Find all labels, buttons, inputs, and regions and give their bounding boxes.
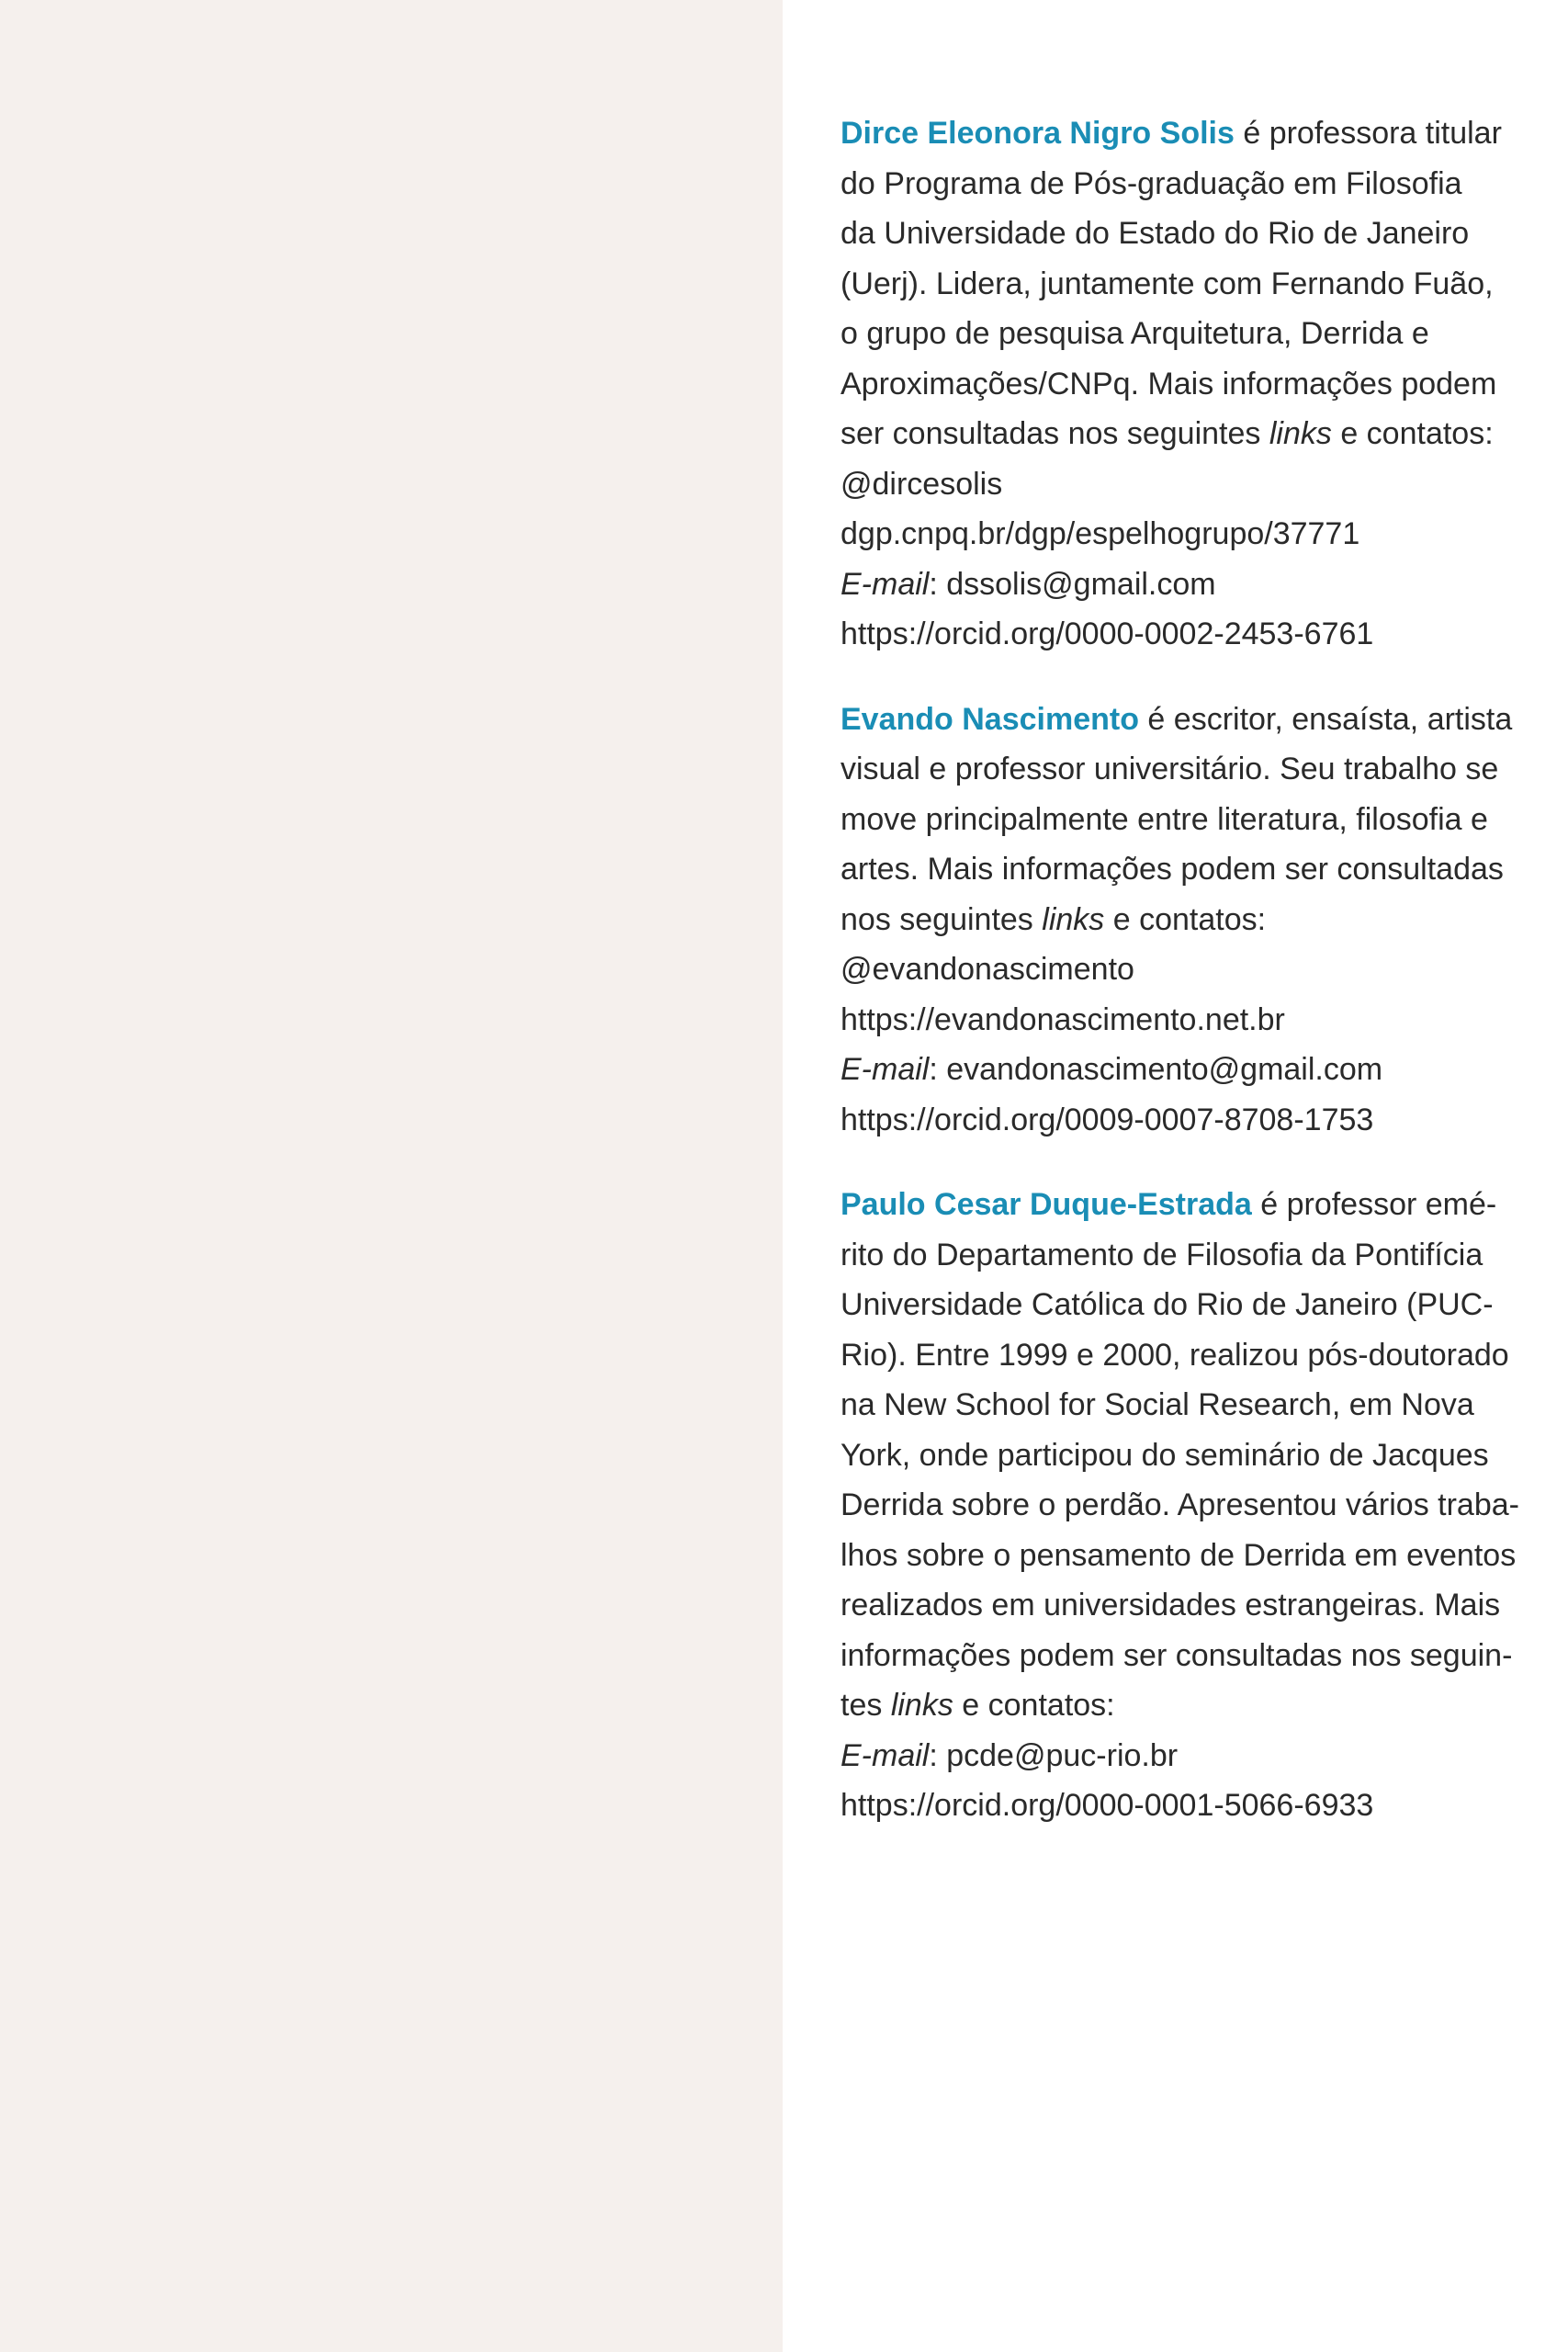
links-italic: links (890, 1688, 953, 1723)
bio-line: do Programa de Pós-graduação em Filosofia (840, 165, 1462, 201)
author-bios (840, 108, 1520, 1866)
research-group-link: dgp.cnpq.br/dgp/espelhogrupo/37771 (840, 516, 1360, 551)
bio-line: (Uerj). Lidera, juntamente com Fernando Fuão, (840, 266, 1494, 301)
links-italic: links (1042, 901, 1105, 937)
bio-line: rito do Departamento de Filosofia da Pontifícia (840, 1237, 1483, 1272)
bio-line: move principalmente entre literatura, filosofia e (840, 801, 1488, 837)
bio-line (840, 1680, 1520, 1731)
orcid-link: https://orcid.org/0009-0007-8708-1753 (840, 1102, 1374, 1137)
bio-text: ser consultadas nos seguintes (840, 416, 1269, 451)
bio-text: e contatos: (1331, 416, 1494, 451)
left-blank-panel (0, 0, 783, 2352)
bio-line (840, 695, 1520, 745)
author-name: Dirce Eleonora Nigro Solis (840, 116, 1235, 151)
orcid-link: https://orcid.org/0000-0001-5066-6933 (840, 1788, 1374, 1823)
bio-text: nos seguintes (840, 901, 1043, 937)
bio-line: o grupo de pesquisa Arquitetura, Derrida e (840, 316, 1429, 351)
bio-line (840, 409, 1520, 459)
instagram-handle: @evandonascimento (840, 952, 1134, 987)
bio-line: na New School for Social Research, em Nova (840, 1387, 1474, 1422)
bio-line (840, 108, 1520, 159)
bio-line: visual e professor universitário. Seu trabalho se (840, 752, 1499, 786)
orcid-link: https://orcid.org/0000-0002-2453-6761 (840, 616, 1374, 651)
author-name: Evando Nascimento (840, 701, 1139, 737)
email-line (840, 560, 1520, 610)
bio-line (840, 895, 1520, 945)
email-address: : pcde@puc-rio.br (929, 1737, 1179, 1773)
bio-evando-nascimento (840, 695, 1520, 1146)
bio-line: Derrida sobre o perdão. Apresentou vários traba- (840, 1487, 1519, 1522)
bio-line: York, onde participou do seminário de Jacques (840, 1437, 1489, 1473)
email-address: : evandonascimento@gmail.com (929, 1052, 1383, 1087)
bio-line: lhos sobre o pensamento de Derrida em eventos (840, 1537, 1517, 1573)
bio-line: Aproximações/CNPq. Mais informações podem (840, 366, 1497, 401)
email-line (840, 1045, 1520, 1095)
bio-text: é professora titular (1234, 116, 1502, 151)
bio-text: é escritor, ensaísta, artista (1138, 701, 1513, 737)
instagram-handle: @dircesolis (840, 466, 1003, 502)
bio-dirce-solis (840, 108, 1520, 660)
bio-line: realizados em universidades estrangeiras. Mais (840, 1588, 1501, 1623)
bio-line: artes. Mais informações podem ser consultadas (840, 852, 1504, 887)
bio-line: Rio). Entre 1999 e 2000, realizou pós-doutorado (840, 1337, 1509, 1373)
email-label: E-mail (840, 1052, 930, 1087)
bio-text: tes (840, 1688, 891, 1723)
bio-line (840, 1180, 1520, 1230)
website-link: https://evandonascimento.net.br (840, 1001, 1285, 1037)
bio-text: é professor emé- (1251, 1187, 1497, 1222)
bio-line: da Universidade do Estado do Rio de Janeiro (840, 216, 1470, 251)
email-line (840, 1731, 1520, 1781)
bio-paulo-duque-estrada (840, 1180, 1520, 1831)
links-italic: links (1269, 416, 1332, 451)
bio-text: e contatos: (953, 1688, 1115, 1723)
email-label: E-mail (840, 1737, 930, 1773)
bio-line: informações podem ser consultadas nos seguin- (840, 1637, 1513, 1673)
email-address: : dssolis@gmail.com (929, 566, 1216, 602)
bio-line: Universidade Católica do Rio de Janeiro (PUC- (840, 1287, 1494, 1322)
email-label: E-mail (840, 566, 930, 602)
bio-text: e contatos: (1104, 901, 1267, 937)
author-name: Paulo Cesar Duque-Estrada (840, 1187, 1252, 1222)
